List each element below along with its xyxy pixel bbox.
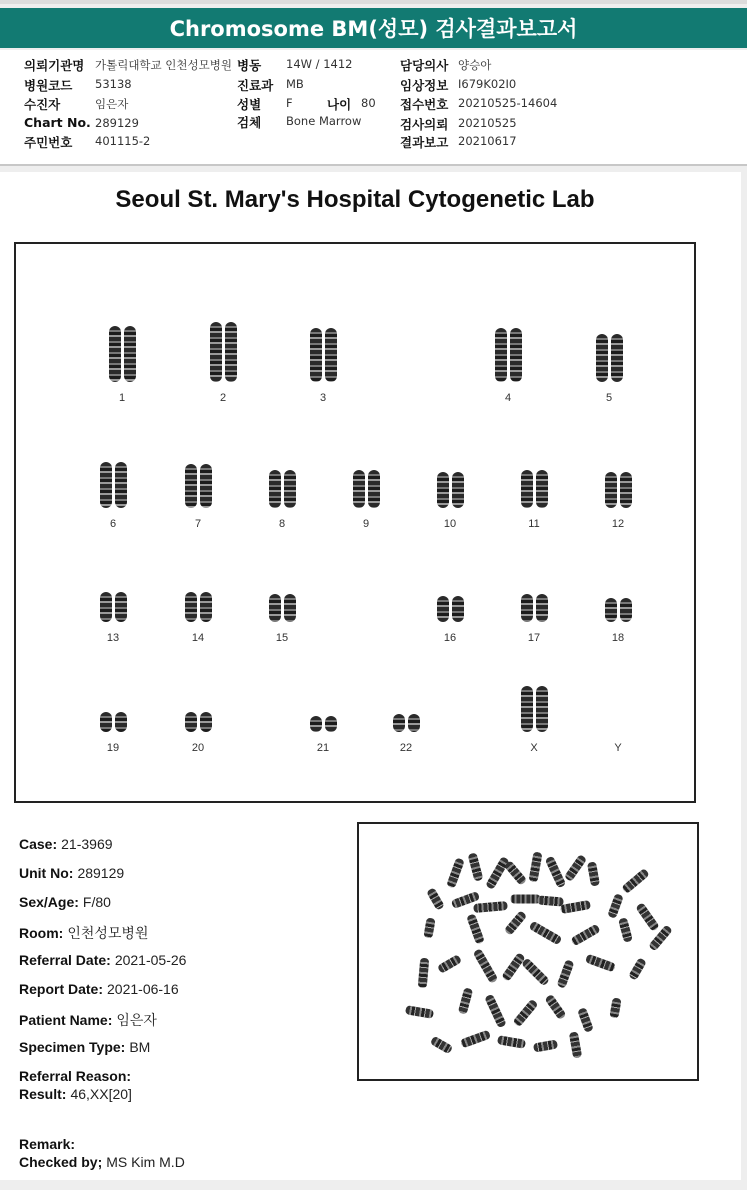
resident-number-field (24, 133, 151, 151)
field-value: 20210617 (458, 134, 517, 148)
metaphase-chromosome (460, 1030, 491, 1049)
hospital-code-field (24, 76, 132, 94)
chromosome (353, 470, 365, 508)
metaphase-chromosome (585, 954, 616, 973)
detail-label: Patient Name: (19, 1012, 113, 1028)
chromosome-pair-image (252, 470, 312, 508)
detail-label: Remark: (19, 1136, 76, 1152)
field-value: 20210525-14604 (458, 96, 558, 110)
detail-value: MS Kim M.D (106, 1154, 185, 1170)
detail-label: Report Date: (19, 981, 104, 997)
chromosome (284, 594, 296, 622)
field-label: 나이 (327, 97, 352, 112)
metaphase-chromosome (426, 887, 445, 911)
detail-label: Referral Reason: (19, 1068, 132, 1084)
chromosome-pair-image (376, 714, 436, 732)
metaphase-chromosome (504, 910, 528, 936)
chromosome (269, 470, 281, 508)
chromosome-label: 8 (278, 518, 286, 530)
metaphase-chromosome (511, 895, 541, 904)
chromosome-pair-16 (420, 554, 480, 644)
top-border (0, 0, 747, 4)
metaphase-chromosome (628, 957, 647, 981)
lab-title: Seoul St. Mary's Hospital Cytogenetic Lab (115, 186, 595, 213)
chart-no-field (24, 115, 139, 130)
chromosome-label: 3 (319, 392, 327, 404)
chromosome-label: X (530, 742, 538, 754)
chromosome (115, 712, 127, 732)
field-label: 의뢰기관명 (24, 58, 85, 73)
detail-row (19, 1086, 132, 1102)
chromosome (536, 686, 548, 732)
chromosome-label: 19 (106, 742, 120, 754)
chromosome-pair-22 (376, 664, 436, 754)
field-label: 성별 (237, 97, 262, 112)
detail-row (19, 836, 113, 852)
chromosome-pair-image (588, 472, 648, 508)
chromosome-pair-image (336, 470, 396, 508)
chromosome-label: 10 (443, 518, 457, 530)
chromosome-pair-17 (504, 554, 564, 644)
metaphase-chromosome (607, 893, 624, 919)
chromosome-pair-15 (252, 554, 312, 644)
detail-row (19, 1068, 135, 1084)
sex-field (237, 95, 293, 113)
field-value: I679K02I0 (458, 77, 517, 91)
metaphase-chromosome (621, 868, 650, 894)
chromosome-label: 9 (362, 518, 370, 530)
chromosome-pair-20 (168, 664, 228, 754)
chromosome-pair-18 (588, 554, 648, 644)
field-label: 접수번호 (400, 97, 449, 112)
detail-value: 2021-05-26 (114, 952, 187, 968)
metaphase-chromosome (430, 1036, 454, 1055)
chromosome-pair-3 (293, 314, 353, 404)
requesting-institution-field (24, 56, 232, 74)
chromosome (109, 326, 121, 382)
chromosome (536, 594, 548, 622)
metaphase-chromosome (533, 1039, 558, 1052)
metaphase-chromosome (635, 902, 660, 932)
detail-row (19, 1010, 157, 1030)
chromosome-pair-image (83, 592, 143, 622)
field-value: 289129 (95, 116, 139, 130)
chromosome (200, 712, 212, 732)
chromosome-pair-21 (293, 664, 353, 754)
detail-row (19, 1039, 150, 1055)
metaphase-chromosome (537, 895, 564, 906)
chromosome (596, 334, 608, 382)
detail-label: Room: (19, 925, 64, 941)
chromosome-pair-4 (478, 314, 538, 404)
chromosome (284, 470, 296, 508)
detail-value: 임은자 (116, 1012, 157, 1028)
chromosome-pair-image (504, 470, 564, 508)
chromosome (210, 322, 222, 382)
chromosome (393, 714, 405, 732)
metaphase-chromosome (521, 958, 550, 987)
chromosome-pair-13 (83, 554, 143, 644)
chromosome-pair-image (293, 716, 353, 732)
metaphase-chromosome (529, 921, 563, 946)
chromosome-pair-11 (504, 440, 564, 530)
field-label: 수진자 (24, 97, 61, 112)
chromosome-label: 16 (443, 632, 457, 644)
detail-row (19, 865, 124, 881)
detail-row (19, 894, 111, 910)
chromosome-pair-image (420, 596, 480, 622)
chromosome (185, 712, 197, 732)
chromosome (225, 322, 237, 382)
chromosome-pair-image (193, 322, 253, 382)
chromosome-pair-image (168, 464, 228, 508)
receipt-number-field (400, 95, 558, 113)
chromosome-pair-image (579, 334, 639, 382)
chromosome-pair-image (92, 326, 152, 382)
metaphase-chromosome (423, 917, 435, 938)
chromosome (510, 328, 522, 382)
chromosome-pair-image (83, 712, 143, 732)
metaphase-chromosome (501, 952, 526, 982)
chromosome (124, 326, 136, 382)
detail-row (19, 952, 186, 968)
department-field (237, 76, 304, 94)
detail-row (19, 1154, 185, 1170)
chromosome (437, 472, 449, 508)
report-title: Chromosome BM(성모) 검사결과보고서 (169, 17, 578, 41)
chromosome-pair-5 (579, 314, 639, 404)
clinical-info-field (400, 76, 517, 94)
chromosome-pair-image (504, 594, 564, 622)
chromosome (200, 464, 212, 508)
detail-label: Case: (19, 836, 58, 852)
metaphase-chromosome (609, 997, 621, 1018)
chromosome-pair-6 (83, 440, 143, 530)
metaphase-chromosome (497, 1035, 526, 1049)
chromosome (310, 328, 322, 382)
result-report-date-field (400, 133, 517, 151)
field-label: 검체 (237, 115, 262, 130)
chromosome (185, 592, 197, 622)
metaphase-chromosome (418, 958, 430, 989)
chromosome (521, 686, 533, 732)
field-value: 80 (361, 96, 376, 110)
chromosome (605, 598, 617, 622)
chromosome-label: 20 (191, 742, 205, 754)
detail-row (19, 923, 148, 943)
metaphase-chromosome (437, 954, 462, 974)
chromosome-pair-7 (168, 440, 228, 530)
chromosome-pair-10 (420, 440, 480, 530)
chromosome-label: 5 (605, 392, 613, 404)
field-value: 양승아 (458, 58, 492, 72)
metaphase-image (357, 822, 699, 1081)
detail-label: Sex/Age: (19, 894, 79, 910)
chromosome-pair-image (168, 712, 228, 732)
chromosome (100, 462, 112, 508)
ward-field (237, 56, 353, 74)
chromosome (605, 472, 617, 508)
metaphase-chromosome (618, 917, 633, 943)
chromosome-label: 14 (191, 632, 205, 644)
chromosome (115, 462, 127, 508)
metaphase-spread (411, 848, 679, 1066)
chromosome-pair-8 (252, 440, 312, 530)
patient-info-panel (0, 50, 747, 166)
metaphase-chromosome (545, 856, 567, 889)
chromosome-pair-14 (168, 554, 228, 644)
field-label: 병동 (237, 58, 262, 73)
detail-value: 46,XX[20] (70, 1086, 132, 1102)
chromosome-pair-12 (588, 440, 648, 530)
detail-label: Referral Date: (19, 952, 111, 968)
chromosome-pair-y (588, 664, 648, 754)
chromosome-pair-x (504, 664, 564, 754)
detail-value: 289129 (77, 865, 125, 881)
field-value: 53138 (95, 77, 132, 91)
detail-label: Checked by; (19, 1154, 103, 1170)
chromosome-pair-image (420, 472, 480, 508)
detail-label: Result: (19, 1086, 67, 1102)
chromosome (100, 592, 112, 622)
chromosome-label: 2 (219, 392, 227, 404)
chromosome-label: 11 (528, 518, 540, 530)
metaphase-chromosome (446, 857, 465, 888)
metaphase-chromosome (528, 851, 542, 882)
metaphase-chromosome (468, 852, 484, 881)
chromosome-label: 18 (611, 632, 625, 644)
detail-value: BM (129, 1039, 151, 1055)
field-label: 주민번호 (24, 135, 73, 150)
test-request-date-field (400, 115, 517, 133)
report-document (0, 172, 741, 1180)
chromosome-pair-image (478, 328, 538, 382)
metaphase-chromosome (504, 860, 528, 886)
metaphase-chromosome (577, 1007, 594, 1033)
field-label: Chart No. (24, 115, 91, 130)
field-value: 임은자 (95, 97, 129, 111)
chromosome-label: 13 (106, 632, 120, 644)
metaphase-chromosome (473, 948, 499, 984)
chromosome (269, 594, 281, 622)
chromosome (368, 470, 380, 508)
chromosome (611, 334, 623, 382)
metaphase-chromosome (512, 999, 538, 1028)
detail-value: 2021-06-16 (107, 981, 179, 997)
metaphase-chromosome (484, 994, 507, 1029)
metaphase-chromosome (569, 1031, 582, 1058)
specimen-field (237, 113, 362, 131)
field-value: Bone Marrow (286, 114, 362, 128)
field-value: 401115-2 (95, 134, 151, 148)
metaphase-chromosome (485, 856, 510, 890)
chromosome-label: 15 (275, 632, 289, 644)
field-value: 14W / 1412 (286, 57, 353, 71)
metaphase-chromosome (405, 1005, 434, 1019)
chromosome-pair-image (83, 462, 143, 508)
detail-value: 21-3969 (61, 836, 113, 852)
chromosome-label: 22 (399, 742, 413, 754)
chromosome-label: Y (614, 742, 622, 754)
field-label: 담당의사 (400, 58, 449, 73)
field-label: 병원코드 (24, 78, 73, 93)
chromosome (325, 328, 337, 382)
field-value: 가톨릭대학교 인천성모병원 (95, 58, 232, 72)
chromosome (536, 470, 548, 508)
chromosome-pair-2 (193, 314, 253, 404)
metaphase-chromosome (473, 901, 508, 913)
karyotype-image (14, 242, 696, 803)
chromosome-label: 7 (194, 518, 202, 530)
metaphase-chromosome (466, 913, 485, 944)
chromosome (437, 596, 449, 622)
chromosome (310, 716, 322, 732)
chromosome (115, 592, 127, 622)
chromosome (452, 596, 464, 622)
field-value: MB (286, 77, 304, 91)
chromosome-pair-image (168, 592, 228, 622)
field-label: 진료과 (237, 78, 274, 93)
metaphase-chromosome (560, 900, 591, 914)
chromosome (185, 464, 197, 508)
chromosome-label: 21 (316, 742, 330, 754)
chromosome (452, 472, 464, 508)
field-label: 결과보고 (400, 135, 449, 150)
chromosome (620, 472, 632, 508)
chromosome-label: 1 (118, 392, 126, 404)
chromosome (620, 598, 632, 622)
metaphase-chromosome (556, 959, 574, 988)
chromosome-pair-image (252, 594, 312, 622)
detail-value: F/80 (82, 894, 111, 910)
detail-value: 인천성모병원 (67, 925, 149, 941)
chromosome (100, 712, 112, 732)
chromosome-pair-image (588, 598, 648, 622)
metaphase-chromosome (544, 994, 566, 1020)
chromosome (521, 470, 533, 508)
detail-label: Unit No: (19, 865, 74, 881)
field-value: 20210525 (458, 116, 517, 130)
field-label: 검사의뢰 (400, 117, 449, 132)
metaphase-chromosome (458, 987, 473, 1014)
detail-row (19, 981, 179, 997)
metaphase-chromosome (587, 861, 600, 886)
chromosome (408, 714, 420, 732)
chromosome (495, 328, 507, 382)
detail-label: Specimen Type: (19, 1039, 126, 1055)
chromosome-pair-19 (83, 664, 143, 754)
chromosome-pair-image (504, 686, 564, 732)
detail-row (19, 1136, 79, 1152)
metaphase-chromosome (570, 924, 600, 947)
chromosome (325, 716, 337, 732)
chromosome-label: 17 (527, 632, 541, 644)
chromosome-label: 12 (611, 518, 625, 530)
attending-physician-field (400, 56, 492, 74)
patient-name-field (24, 95, 129, 113)
chromosome (521, 594, 533, 622)
field-label: 임상정보 (400, 78, 449, 93)
chromosome-label: 6 (109, 518, 117, 530)
chromosome (200, 592, 212, 622)
chromosome-pair-1 (92, 314, 152, 404)
report-title-bar (0, 8, 747, 48)
metaphase-chromosome (564, 854, 587, 882)
chromosome-label: 4 (504, 392, 512, 404)
chromosome-pair-9 (336, 440, 396, 530)
age-field (327, 95, 376, 113)
field-value: F (286, 96, 293, 110)
chromosome-pair-image (293, 328, 353, 382)
